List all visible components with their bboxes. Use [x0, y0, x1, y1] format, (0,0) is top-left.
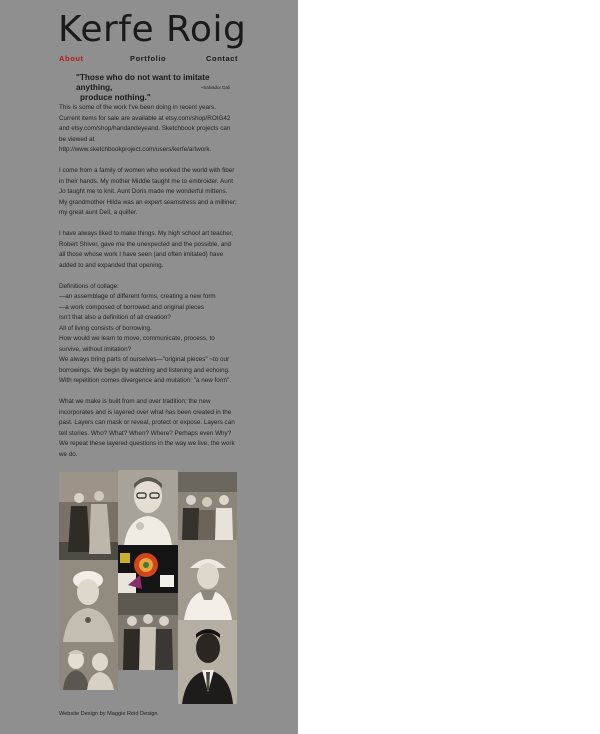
text-line: I have always liked to make things. My high school art teacher, [59, 230, 234, 237]
quote-attribution: ~Salvador Dali [200, 85, 230, 90]
nav-about-link[interactable]: About [59, 54, 84, 63]
paragraph-collage [59, 282, 241, 387]
text-line: —a work composed of borrowed and original pieces [59, 303, 204, 311]
paragraph-family [59, 166, 241, 219]
nav-contact-link[interactable]: Contact [206, 54, 239, 63]
about-text [59, 103, 241, 502]
photo-woman-with-glasses [118, 470, 178, 545]
text-line: borrowings. We begin by watching and listening and echoing. [59, 366, 230, 374]
quote-line-1: "Those who do not want to imitate anything, [76, 73, 210, 92]
text-line: We repeat these layered questions in the way we live, the work [59, 440, 235, 447]
text-line: my great aunt Dell, a quilter. [59, 209, 138, 216]
photo-group-doorway [118, 593, 178, 670]
photo-woman-hat-scarf [178, 540, 237, 620]
site-title[interactable]: Kerfe Roig [58, 9, 247, 50]
text-line: added to and expanded that opening. [59, 261, 164, 269]
text-line: I come from a family of women who worked the world with fiber [59, 167, 235, 174]
photo-two-women-standing [59, 472, 118, 560]
text-line: past. Layers can mask or reveal, protect or expose. Layers can [59, 419, 235, 426]
footer-credit[interactable]: Website Design by Maggie Reid Design [59, 711, 158, 717]
text-line: Current items for sale are available at etsy.com/shop/ROIG42 [59, 114, 231, 122]
text-line: With repetition comes divergence and mutation: "a new form". [59, 377, 232, 384]
text-line: My grandmother Hilda was an expert seamstress and a milliner; [59, 198, 237, 206]
paragraph-tradition [59, 397, 241, 460]
photo-three-women [178, 472, 237, 540]
text-line: How would we learn to move, communicate, process, to [59, 335, 215, 342]
text-line: All of living consists of borrowing. [59, 324, 152, 332]
text-line: Robert Shiver, gave me the unexpected and the possible, and [59, 240, 232, 248]
photo-woman-white-hat [59, 560, 118, 642]
text-line: be viewed at [59, 135, 95, 143]
text-line: What we make is built from and over tradition; the new [59, 398, 211, 405]
text-line: Isn't that also a definition of all creation? [59, 314, 171, 321]
photo-man-in-suit [178, 620, 237, 704]
photo-two-older-women [59, 642, 118, 690]
main-nav [59, 54, 239, 66]
text-line: survive, without imitation? [59, 345, 132, 353]
nav-portfolio-link[interactable]: Portfolio [130, 54, 167, 63]
text-line: and etsy.com/shop/handandeyeand. Sketchbook projects can [59, 125, 231, 132]
text-line: We always bring parts of ourselves—"original pieces" ~to our [59, 356, 230, 363]
text-line: incorporates and is layered over what has been created in the [59, 408, 232, 416]
text-line: Definitions of collage: [59, 282, 119, 290]
text-line: tell stories. Who? What? When? Where? Perhaps even Why? [59, 429, 232, 437]
sketchbook-link[interactable]: http://www.sketchbookproject.com/users/kerfe/artwork. [59, 146, 212, 153]
text-line: all those whose work I have seen (and often imitated) have [59, 251, 224, 258]
text-line: in their hands. My mother Middie taught me to embroider. Aunt [59, 177, 233, 185]
text-line: Jo taught me to knit. Aunt Doris made me wonderful mittens. [59, 188, 228, 195]
quote-line-2: produce nothing." [80, 93, 151, 102]
photo-color-collage [118, 545, 178, 593]
paragraph-intro [59, 103, 241, 156]
text-line: This is some of the work I've been doing in recent years. [59, 104, 216, 111]
quote-block [76, 73, 238, 103]
text-line: —an assemblage of different forms, creating a new form [59, 293, 216, 300]
text-line: we do. [59, 450, 78, 458]
paragraph-making [59, 229, 241, 271]
